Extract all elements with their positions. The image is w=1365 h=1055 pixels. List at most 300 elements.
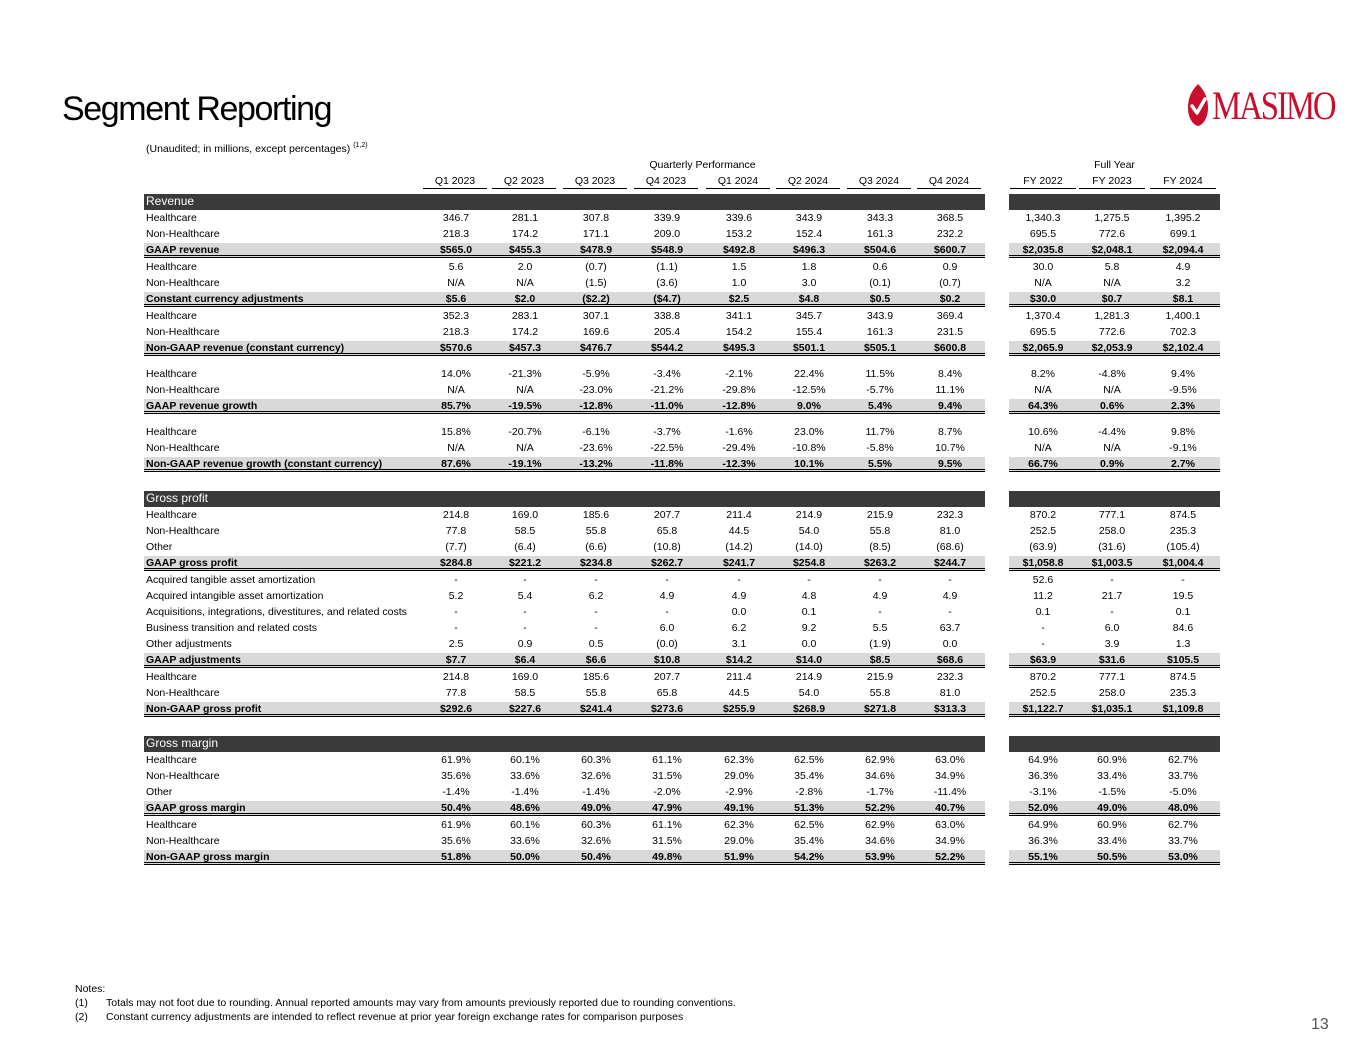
cell-year: $1,058.8 bbox=[1022, 557, 1064, 569]
cell-quarter: 4.9 bbox=[659, 590, 675, 602]
table-row bbox=[144, 441, 1220, 456]
cell-quarter: 15.8% bbox=[441, 426, 471, 438]
cell-quarter: 29.0% bbox=[724, 770, 754, 782]
cell-quarter: - bbox=[948, 606, 952, 618]
cell-quarter: $4.8 bbox=[798, 293, 820, 305]
cell-quarter: 62.9% bbox=[865, 819, 895, 831]
cell-quarter: 218.3 bbox=[442, 326, 470, 338]
cell-quarter: 11.1% bbox=[935, 384, 965, 396]
cell-quarter: $476.7 bbox=[579, 342, 613, 354]
row-label: Gross margin bbox=[146, 736, 219, 750]
cell-quarter: 218.3 bbox=[442, 228, 470, 240]
cell-quarter: 52.2% bbox=[935, 851, 965, 863]
cell-quarter: 283.1 bbox=[511, 310, 539, 322]
cell-year: 9.4% bbox=[1171, 368, 1195, 380]
cell-quarter: $292.6 bbox=[439, 703, 473, 715]
cell-year: $1,122.7 bbox=[1022, 703, 1064, 715]
cell-quarter: -1.4% bbox=[582, 786, 610, 798]
row-label: Non-Healthcare bbox=[146, 326, 220, 338]
cell-year: - bbox=[1110, 606, 1114, 618]
note-item bbox=[75, 1010, 736, 1024]
row-label: Revenue bbox=[146, 194, 195, 208]
cell-quarter: (3.6) bbox=[656, 277, 678, 289]
cell-quarter: 4.8 bbox=[801, 590, 817, 602]
cell-quarter: -2.0% bbox=[653, 786, 681, 798]
cell-year: 2.7% bbox=[1171, 458, 1195, 470]
cell-quarter: 174.2 bbox=[511, 326, 539, 338]
cell-quarter: 211.4 bbox=[726, 671, 752, 683]
cell-year: 33.4% bbox=[1097, 770, 1127, 782]
cell-quarter: $244.7 bbox=[933, 557, 967, 569]
row-label: Acquisitions, integrations, divestitures, and related costs bbox=[146, 606, 407, 618]
cell-quarter: (0.7) bbox=[939, 277, 961, 289]
cell-quarter: 34.9% bbox=[935, 770, 965, 782]
cell-quarter: 341.1 bbox=[725, 310, 753, 322]
cell-quarter: 65.8 bbox=[656, 687, 678, 699]
cell-year: $1,109.8 bbox=[1162, 703, 1204, 715]
cell-quarter: 369.4 bbox=[936, 310, 964, 322]
cell-quarter: $600.8 bbox=[933, 342, 967, 354]
cell-year: 258.0 bbox=[1098, 687, 1126, 699]
cell-year: 33.7% bbox=[1168, 770, 1198, 782]
cell-quarter: 62.5% bbox=[794, 819, 824, 831]
cell-quarter: $565.0 bbox=[439, 244, 473, 256]
cell-quarter: -6.1% bbox=[582, 426, 610, 438]
cell-quarter: 31.5% bbox=[652, 835, 682, 847]
cell-quarter: 14.0% bbox=[441, 368, 471, 380]
page-number: 13 bbox=[1311, 1016, 1329, 1033]
cell-year: 19.5 bbox=[1172, 590, 1194, 602]
cell-quarter: 34.6% bbox=[865, 770, 895, 782]
cell-quarter: $496.3 bbox=[792, 244, 826, 256]
cell-quarter: 63.7 bbox=[939, 622, 961, 634]
cell-quarter: (68.6) bbox=[936, 541, 964, 553]
row-label: Non-GAAP revenue growth (constant currency) bbox=[146, 458, 383, 470]
cell-quarter: 1.8 bbox=[801, 261, 817, 273]
cell-quarter: -5.7% bbox=[866, 384, 894, 396]
row-label: Non-Healthcare bbox=[146, 384, 220, 396]
cell-year: 870.2 bbox=[1029, 509, 1057, 521]
row-label: Constant currency adjustments bbox=[146, 293, 304, 305]
cell-quarter: 55.8 bbox=[585, 525, 607, 537]
row-label: GAAP revenue growth bbox=[146, 400, 258, 412]
cell-year: $2,065.9 bbox=[1022, 342, 1064, 354]
cell-quarter: - bbox=[807, 574, 811, 586]
column-header-quarter: Q3 2023 bbox=[563, 175, 627, 189]
cell-quarter: 154.2 bbox=[725, 326, 753, 338]
cell-quarter: N/A bbox=[447, 277, 465, 289]
cell-year: 252.5 bbox=[1029, 525, 1057, 537]
cell-quarter: 62.3% bbox=[724, 819, 754, 831]
cell-year: 60.9% bbox=[1097, 754, 1127, 766]
cell-quarter: 231.5 bbox=[936, 326, 964, 338]
cell-quarter: 214.8 bbox=[442, 671, 470, 683]
cell-quarter: 33.6% bbox=[510, 770, 540, 782]
cell-quarter: $241.7 bbox=[722, 557, 756, 569]
cell-year: $2,102.4 bbox=[1162, 342, 1204, 354]
cell-quarter: (6.6) bbox=[585, 541, 607, 553]
row-label: Non-Healthcare bbox=[146, 277, 220, 289]
cell-quarter: - bbox=[878, 574, 882, 586]
cell-quarter: 5.5 bbox=[872, 622, 888, 634]
cell-quarter: 55.8 bbox=[585, 687, 607, 699]
row-band bbox=[144, 491, 985, 507]
cell-quarter: -21.3% bbox=[508, 368, 542, 380]
cell-quarter: 232.3 bbox=[936, 671, 964, 683]
cell-year: 33.4% bbox=[1097, 835, 1127, 847]
cell-year: 50.5% bbox=[1097, 851, 1127, 863]
cell-quarter: 44.5 bbox=[728, 525, 750, 537]
cell-quarter: 35.4% bbox=[794, 835, 824, 847]
cell-year: 4.9 bbox=[1175, 261, 1191, 273]
cell-quarter: 0.6 bbox=[872, 261, 888, 273]
cell-quarter: 55.8 bbox=[869, 525, 891, 537]
cell-year: - bbox=[1041, 638, 1045, 650]
cell-quarter: -11.0% bbox=[650, 400, 684, 412]
cell-year: 1,370.4 bbox=[1025, 310, 1061, 322]
cell-quarter: - bbox=[454, 574, 458, 586]
cell-year: 64.3% bbox=[1028, 400, 1058, 412]
cell-year: 66.7% bbox=[1028, 458, 1058, 470]
cell-quarter: $455.3 bbox=[508, 244, 542, 256]
cell-year: 52.6 bbox=[1032, 574, 1054, 586]
note-key: (1) bbox=[75, 997, 88, 1009]
cell-quarter: 161.3 bbox=[866, 326, 894, 338]
masimo-logo-icon bbox=[1186, 82, 1210, 128]
cell-year: 0.1 bbox=[1035, 606, 1051, 618]
cell-quarter: 6.2 bbox=[588, 590, 604, 602]
cell-quarter: $10.8 bbox=[653, 654, 681, 666]
cell-year: 1,275.5 bbox=[1094, 212, 1130, 224]
cell-quarter: 77.8 bbox=[445, 525, 467, 537]
column-header-year: FY 2023 bbox=[1079, 175, 1145, 189]
cell-year: 5.8 bbox=[1104, 261, 1120, 273]
cell-quarter: ($2.2) bbox=[582, 293, 610, 305]
cell-quarter: (7.7) bbox=[445, 541, 467, 553]
cell-quarter: -23.0% bbox=[579, 384, 613, 396]
table-row bbox=[144, 686, 1220, 701]
table-row bbox=[144, 309, 1220, 324]
row-label: Other bbox=[146, 541, 173, 553]
note-text: Totals may not foot due to rounding. Annual reported amounts may vary from amounts previously reported due to rounding conventions. bbox=[106, 997, 736, 1009]
cell-quarter: - bbox=[523, 606, 527, 618]
cell-year: - bbox=[1041, 622, 1045, 634]
cell-quarter: $7.7 bbox=[445, 654, 467, 666]
cell-quarter: 0.5 bbox=[588, 638, 604, 650]
cell-quarter: 51.8% bbox=[441, 851, 471, 863]
cell-quarter: - bbox=[594, 574, 598, 586]
cell-year: 8.2% bbox=[1031, 368, 1055, 380]
cell-year: -9.5% bbox=[1169, 384, 1197, 396]
cell-quarter: 5.5% bbox=[868, 458, 892, 470]
cell-year: 235.3 bbox=[1169, 687, 1197, 699]
cell-year: 36.3% bbox=[1028, 770, 1058, 782]
total-row bbox=[144, 653, 1220, 668]
row-label: Healthcare bbox=[146, 509, 197, 521]
column-header-year: FY 2024 bbox=[1150, 175, 1216, 189]
cell-quarter: 153.2 bbox=[725, 228, 753, 240]
cell-quarter: 35.6% bbox=[441, 835, 471, 847]
cell-quarter: N/A bbox=[516, 277, 534, 289]
cell-year: 1,340.3 bbox=[1025, 212, 1061, 224]
cell-quarter: $0.5 bbox=[869, 293, 891, 305]
cell-quarter: 85.7% bbox=[441, 400, 471, 412]
cell-quarter: 34.6% bbox=[865, 835, 895, 847]
cell-quarter: 54.0 bbox=[798, 525, 820, 537]
cell-quarter: -12.5% bbox=[792, 384, 826, 396]
cell-quarter: 5.4% bbox=[868, 400, 892, 412]
cell-year: 777.1 bbox=[1098, 671, 1126, 683]
table-row bbox=[144, 621, 1220, 636]
cell-quarter: $570.6 bbox=[439, 342, 473, 354]
cell-quarter: 368.5 bbox=[936, 212, 964, 224]
cell-year: $1,004.4 bbox=[1162, 557, 1204, 569]
cell-quarter: (0.1) bbox=[869, 277, 891, 289]
cell-quarter: $262.7 bbox=[650, 557, 684, 569]
cell-quarter: 49.0% bbox=[581, 802, 611, 814]
cell-quarter: - bbox=[454, 622, 458, 634]
cell-quarter: 215.9 bbox=[866, 509, 894, 521]
cell-quarter: 215.9 bbox=[866, 671, 894, 683]
cell-quarter: $457.3 bbox=[508, 342, 542, 354]
cell-year: 36.3% bbox=[1028, 835, 1058, 847]
cell-quarter: $263.2 bbox=[863, 557, 897, 569]
cell-quarter: 49.1% bbox=[724, 802, 754, 814]
cell-quarter: -29.4% bbox=[722, 442, 756, 454]
cell-quarter: 31.5% bbox=[652, 770, 682, 782]
cell-quarter: 307.1 bbox=[582, 310, 610, 322]
cell-quarter: $0.2 bbox=[939, 293, 961, 305]
cell-quarter: 63.0% bbox=[935, 754, 965, 766]
cell-quarter: -3.7% bbox=[653, 426, 681, 438]
cell-quarter: 51.3% bbox=[794, 802, 824, 814]
cell-quarter: 81.0 bbox=[939, 525, 961, 537]
cell-year: $105.5 bbox=[1166, 654, 1200, 666]
cell-quarter: 54.2% bbox=[794, 851, 824, 863]
cell-quarter: 5.6 bbox=[448, 261, 464, 273]
cell-year: 2.3% bbox=[1171, 400, 1195, 412]
table-row bbox=[144, 573, 1220, 588]
cell-quarter: 4.9 bbox=[942, 590, 958, 602]
cell-quarter: 155.4 bbox=[795, 326, 823, 338]
cell-quarter: 346.7 bbox=[442, 212, 470, 224]
row-label: Healthcare bbox=[146, 310, 197, 322]
cell-quarter: -23.6% bbox=[579, 442, 613, 454]
total-row bbox=[144, 457, 1220, 472]
cell-quarter: -22.5% bbox=[650, 442, 684, 454]
row-label: GAAP revenue bbox=[146, 244, 220, 256]
cell-quarter: (14.2) bbox=[725, 541, 753, 553]
row-label: Non-GAAP gross margin bbox=[146, 851, 270, 863]
cell-quarter: 50.4% bbox=[441, 802, 471, 814]
cell-year: 6.0 bbox=[1104, 622, 1120, 634]
cell-year: 1,281.3 bbox=[1094, 310, 1130, 322]
cell-quarter: -12.3% bbox=[722, 458, 756, 470]
cell-quarter: $268.9 bbox=[792, 703, 826, 715]
note-item bbox=[75, 996, 736, 1010]
cell-quarter: 8.4% bbox=[938, 368, 962, 380]
cell-year: 874.5 bbox=[1169, 509, 1197, 521]
table-row bbox=[144, 425, 1220, 440]
table-row bbox=[144, 276, 1220, 291]
cell-quarter: 352.3 bbox=[442, 310, 470, 322]
cell-quarter: 174.2 bbox=[511, 228, 539, 240]
notes-heading: Notes: bbox=[75, 983, 106, 995]
cell-year: 49.0% bbox=[1097, 802, 1127, 814]
cell-quarter: 209.0 bbox=[653, 228, 681, 240]
total-row bbox=[144, 243, 1220, 258]
cell-quarter: 207.7 bbox=[653, 509, 681, 521]
table-row bbox=[144, 605, 1220, 620]
cell-quarter: $14.0 bbox=[795, 654, 823, 666]
cell-quarter: $241.4 bbox=[579, 703, 613, 715]
cell-year: $0.7 bbox=[1101, 293, 1123, 305]
cell-quarter: -1.4% bbox=[442, 786, 470, 798]
cell-quarter: N/A bbox=[447, 384, 465, 396]
cell-quarter: (1.1) bbox=[656, 261, 678, 273]
cell-quarter: $284.8 bbox=[439, 557, 473, 569]
cell-quarter: 214.8 bbox=[442, 509, 470, 521]
cell-quarter: 61.1% bbox=[652, 819, 682, 831]
cell-year: -5.0% bbox=[1169, 786, 1197, 798]
table-row bbox=[144, 818, 1220, 833]
cell-year: 21.7 bbox=[1101, 590, 1123, 602]
column-header-quarter: Q2 2023 bbox=[492, 175, 556, 189]
table-row bbox=[144, 260, 1220, 275]
cell-quarter: -11.4% bbox=[933, 786, 967, 798]
cell-quarter: 214.9 bbox=[795, 671, 823, 683]
row-band bbox=[1009, 736, 1220, 752]
cell-quarter: 55.8 bbox=[869, 687, 891, 699]
cell-quarter: $495.3 bbox=[722, 342, 756, 354]
cell-year: - bbox=[1110, 574, 1114, 586]
cell-year: 62.7% bbox=[1168, 754, 1198, 766]
cell-quarter: $478.9 bbox=[579, 244, 613, 256]
cell-year: $2,053.9 bbox=[1091, 342, 1133, 354]
cell-quarter: 343.9 bbox=[795, 212, 823, 224]
cell-quarter: $6.4 bbox=[514, 654, 536, 666]
cell-year: 777.1 bbox=[1098, 509, 1126, 521]
cell-quarter: 23.0% bbox=[794, 426, 824, 438]
cell-quarter: $227.6 bbox=[508, 703, 542, 715]
cell-quarter: 10.7% bbox=[935, 442, 965, 454]
row-label: Other adjustments bbox=[146, 638, 232, 650]
cell-quarter: $548.9 bbox=[650, 244, 684, 256]
cell-quarter: (1.5) bbox=[585, 277, 607, 289]
cell-quarter: -20.7% bbox=[508, 426, 542, 438]
cell-quarter: 5.4 bbox=[517, 590, 533, 602]
cell-quarter: - bbox=[594, 622, 598, 634]
cell-quarter: 77.8 bbox=[445, 687, 467, 699]
row-label: Business transition and related costs bbox=[146, 622, 318, 634]
cell-quarter: 169.0 bbox=[511, 509, 539, 521]
cell-quarter: 62.5% bbox=[794, 754, 824, 766]
row-label: Healthcare bbox=[146, 671, 197, 683]
cell-quarter: 9.4% bbox=[938, 400, 962, 412]
cell-year: $2,048.1 bbox=[1091, 244, 1133, 256]
table-row bbox=[144, 227, 1220, 242]
cell-year: N/A bbox=[1034, 277, 1052, 289]
cell-year: 52.0% bbox=[1028, 802, 1058, 814]
column-header-quarter: Q3 2024 bbox=[847, 175, 911, 189]
cell-quarter: $14.2 bbox=[725, 654, 753, 666]
cell-quarter: -1.4% bbox=[511, 786, 539, 798]
row-band bbox=[1009, 194, 1220, 210]
table-row bbox=[144, 637, 1220, 652]
cell-year: $30.0 bbox=[1029, 293, 1057, 305]
cell-quarter: $255.9 bbox=[722, 703, 756, 715]
row-label: Non-GAAP revenue (constant currency) bbox=[146, 342, 345, 354]
cell-quarter: -3.4% bbox=[653, 368, 681, 380]
cell-quarter: 4.9 bbox=[731, 590, 747, 602]
row-label: Non-Healthcare bbox=[146, 835, 220, 847]
cell-year: 235.3 bbox=[1169, 525, 1197, 537]
cell-quarter: -21.2% bbox=[650, 384, 684, 396]
row-label: GAAP gross profit bbox=[146, 557, 238, 569]
table-row bbox=[144, 325, 1220, 340]
subtitle-footnote-ref: (1,2) bbox=[353, 142, 368, 149]
cell-year: $1,003.5 bbox=[1091, 557, 1133, 569]
cell-quarter: (0.0) bbox=[656, 638, 678, 650]
cell-year: 874.5 bbox=[1169, 671, 1197, 683]
cell-quarter: $271.8 bbox=[863, 703, 897, 715]
cell-quarter: 40.7% bbox=[935, 802, 965, 814]
masimo-logo-text: MASIMO bbox=[1212, 83, 1335, 128]
table-row bbox=[144, 753, 1220, 768]
cell-quarter: -29.8% bbox=[722, 384, 756, 396]
cell-quarter: 62.3% bbox=[724, 754, 754, 766]
cell-year: $2,035.8 bbox=[1022, 244, 1064, 256]
cell-quarter: 47.9% bbox=[652, 802, 682, 814]
cell-quarter: 152.4 bbox=[795, 228, 823, 240]
cell-quarter: 5.2 bbox=[448, 590, 464, 602]
cell-quarter: $273.6 bbox=[650, 703, 684, 715]
row-label: Non-GAAP gross profit bbox=[146, 703, 262, 715]
cell-quarter: $504.6 bbox=[863, 244, 897, 256]
cell-quarter: 10.1% bbox=[794, 458, 824, 470]
table-row bbox=[144, 508, 1220, 523]
cell-quarter: - bbox=[665, 574, 669, 586]
cell-quarter: 343.3 bbox=[866, 212, 894, 224]
cell-quarter: (8.5) bbox=[869, 541, 891, 553]
cell-quarter: 9.5% bbox=[938, 458, 962, 470]
table-row bbox=[144, 589, 1220, 604]
cell-quarter: 34.9% bbox=[935, 835, 965, 847]
cell-year: (31.6) bbox=[1098, 541, 1126, 553]
cell-year: -3.1% bbox=[1029, 786, 1057, 798]
cell-quarter: (10.8) bbox=[653, 541, 681, 553]
cell-quarter: $5.6 bbox=[445, 293, 467, 305]
cell-quarter: 9.0% bbox=[797, 400, 821, 412]
cell-quarter: 1.5 bbox=[731, 261, 747, 273]
cell-quarter: -2.9% bbox=[725, 786, 753, 798]
cell-year: 1.3 bbox=[1175, 638, 1191, 650]
cell-quarter: 205.4 bbox=[653, 326, 681, 338]
cell-quarter: 2.0 bbox=[517, 261, 533, 273]
cell-quarter: $492.8 bbox=[722, 244, 756, 256]
cell-quarter: N/A bbox=[516, 384, 534, 396]
cell-quarter: 232.2 bbox=[936, 228, 964, 240]
cell-year: 252.5 bbox=[1029, 687, 1057, 699]
cell-quarter: -19.1% bbox=[508, 458, 542, 470]
row-label: Non-Healthcare bbox=[146, 525, 220, 537]
cell-quarter: -1.6% bbox=[725, 426, 753, 438]
cell-year: $63.9 bbox=[1029, 654, 1057, 666]
section-header-row bbox=[144, 491, 1220, 507]
cell-quarter: ($4.7) bbox=[653, 293, 681, 305]
cell-quarter: 51.9% bbox=[724, 851, 754, 863]
cell-quarter: $600.7 bbox=[933, 244, 967, 256]
